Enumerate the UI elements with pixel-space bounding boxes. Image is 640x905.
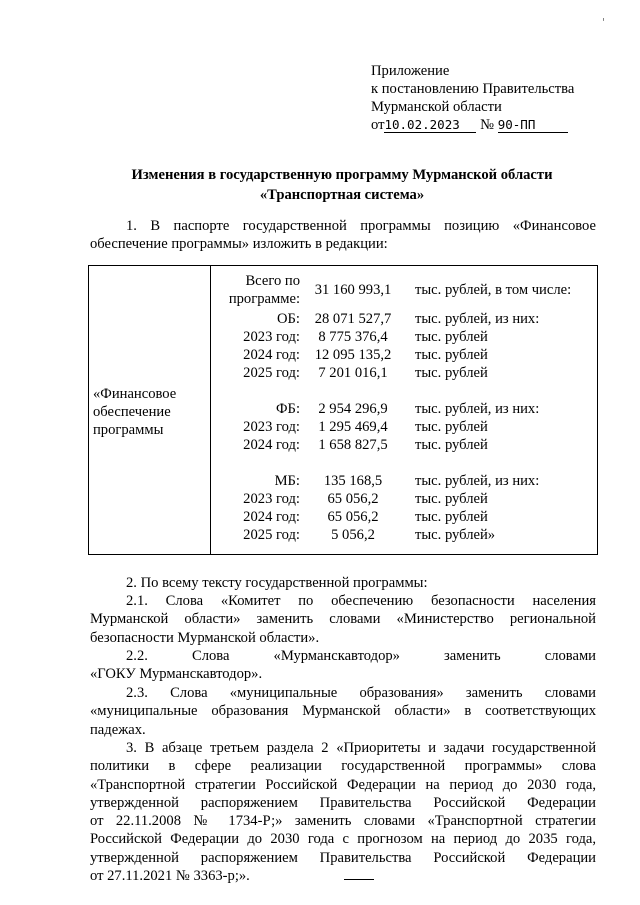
row-unit: тыс. рублей — [415, 365, 488, 381]
financing-label: «Финансовое обеспечение программы — [93, 386, 177, 438]
row-value: 12 095 135,2 — [314, 347, 392, 363]
row-label: МБ: — [274, 473, 300, 489]
row-value: 31 160 993,1 — [314, 282, 392, 298]
row-label: 2023 год: — [243, 491, 300, 507]
table-row — [89, 364, 597, 382]
table-row — [89, 418, 597, 436]
paragraph-1 — [90, 217, 596, 254]
paragraph-2-line-1: 2. По всему тексту государственной программы: — [126, 575, 428, 591]
title-line-2: «Транспортная система» — [259, 187, 425, 203]
title-line-1: Изменения в государственную программу Мурманской области — [131, 167, 553, 183]
paragraph-3-line-6: Российской Федерации до 2030 года с прогнозом на период до 2035 года, — [90, 831, 596, 848]
row-value: 5 056,2 — [331, 527, 375, 543]
paragraph-2-2-line-2: «ГОКУ Мурманскавтодор». — [90, 666, 263, 683]
table-row — [89, 508, 597, 526]
row-unit: тыс. рублей — [415, 491, 488, 507]
row-unit: тыс. рублей, в том числе: — [415, 282, 572, 298]
table-row — [89, 328, 597, 346]
table-row — [89, 472, 597, 490]
document-title — [90, 165, 594, 205]
paragraph-2-2 — [90, 647, 596, 684]
paragraph-3-line-8: от 27.11.2021 № 3363-р;». — [90, 868, 250, 885]
row-label: 2024 год: — [243, 347, 300, 363]
paragraph-3-line-1: 3. В абзаце третьем раздела 2 «Приоритеты и задачи государственной — [126, 740, 596, 756]
corner-mark: ' — [602, 16, 606, 29]
paragraph-3-line-3: «Транспортной стратегии Российской Федерации на период до 2030 года, — [90, 776, 596, 793]
table-row — [89, 346, 597, 364]
paragraph-2-1 — [90, 592, 596, 647]
row-label: ОБ: — [277, 311, 300, 327]
paragraph-3 — [90, 739, 596, 885]
paragraph-1-line-1: 1. В паспорте государственной программы позицию «Финансовое — [126, 218, 596, 234]
row-label: 2025 год: — [243, 365, 300, 381]
approval-date-line — [371, 116, 574, 134]
paragraph-3-line-2: политики в сфере реализации государственной программы» слова — [90, 758, 596, 775]
approval-from-prefix: от — [371, 117, 385, 133]
paragraph-1-line-2: обеспечение программы» изложить в редакции: — [90, 236, 388, 253]
row-unit: тыс. рублей, из них: — [415, 311, 540, 327]
row-unit: тыс. рублей — [415, 347, 488, 363]
row-value: 8 775 376,4 — [318, 329, 388, 345]
financing-table — [88, 265, 598, 555]
paragraph-2-3-line-2: «муниципальные образования Мурманской области» в соответствующих — [90, 703, 596, 720]
row-value: 7 201 016,1 — [318, 365, 388, 381]
row-unit: тыс. рублей, из них: — [415, 401, 540, 417]
row-unit: тыс. рублей — [415, 419, 488, 435]
row-label: 2025 год: — [243, 527, 300, 543]
row-value: 1 295 469,4 — [318, 419, 388, 435]
approval-line-1: Приложение — [371, 63, 450, 79]
approval-number-sign: № — [480, 117, 495, 133]
paragraph-2-1-line-3: безопасности Мурманской области». — [90, 629, 320, 646]
row-unit: тыс. рублей» — [415, 527, 496, 543]
paragraph-3-line-5: от 22.11.2008 № 1734-Р;» заменить словами «Транспортной стратегии — [90, 813, 596, 830]
table-row — [89, 436, 597, 454]
table-row — [89, 526, 597, 544]
row-label: 2023 год: — [243, 419, 300, 435]
row-label: 2024 год: — [243, 437, 300, 453]
row-value: 65 056,2 — [327, 509, 379, 525]
row-label: ФБ: — [276, 401, 300, 417]
row-value: 2 954 296,9 — [318, 401, 388, 417]
paragraph-2-3-line-3: падежах. — [90, 721, 146, 738]
row-unit: тыс. рублей, из них: — [415, 473, 540, 489]
row-value: 1 658 827,5 — [318, 437, 388, 453]
paragraph-2-2-line-1: 2.2. Слова «Мурманскавтодор» заменить словами — [126, 648, 596, 664]
table-row — [89, 400, 597, 418]
table-row-total — [89, 272, 597, 308]
approval-block — [371, 62, 574, 134]
row-label: 2023 год: — [243, 329, 300, 345]
paragraph-2-3-line-1: 2.3. Слова «муниципальные образования» заменить словами — [126, 685, 596, 701]
approval-line-3: Мурманской области — [371, 99, 502, 115]
row-unit: тыс. рублей — [415, 509, 488, 525]
row-label: Всего по программе: — [228, 273, 300, 307]
paragraph-2-1-line-2: Мурманской области» заменить словами «Министерство региональной — [90, 611, 596, 628]
row-label: 2024 год: — [243, 509, 300, 525]
paragraph-2-3 — [90, 684, 596, 739]
paragraph-3-line-7: утвержденной распоряжением Правительства Российской Федерации — [90, 849, 596, 866]
row-value: 28 071 527,7 — [314, 311, 392, 327]
table-row — [89, 310, 597, 328]
approval-line-2: к постановлению Правительства — [371, 81, 575, 97]
row-unit: тыс. рублей — [415, 437, 488, 453]
approval-number: 90-ПП — [498, 118, 568, 133]
row-unit: тыс. рублей — [415, 329, 488, 345]
page-number-mark — [344, 879, 374, 890]
approval-date: 10.02.2023 — [384, 118, 476, 133]
row-value: 65 056,2 — [327, 491, 379, 507]
paragraph-2-1-line-1: 2.1. Слова «Комитет по обеспечению безопасности населения — [126, 593, 596, 609]
paragraph-2 — [90, 574, 596, 592]
paragraph-3-line-4: утвержденной распоряжением Правительства Российской Федерации — [90, 794, 596, 811]
table-row — [89, 490, 597, 508]
row-value: 135 168,5 — [323, 473, 383, 489]
